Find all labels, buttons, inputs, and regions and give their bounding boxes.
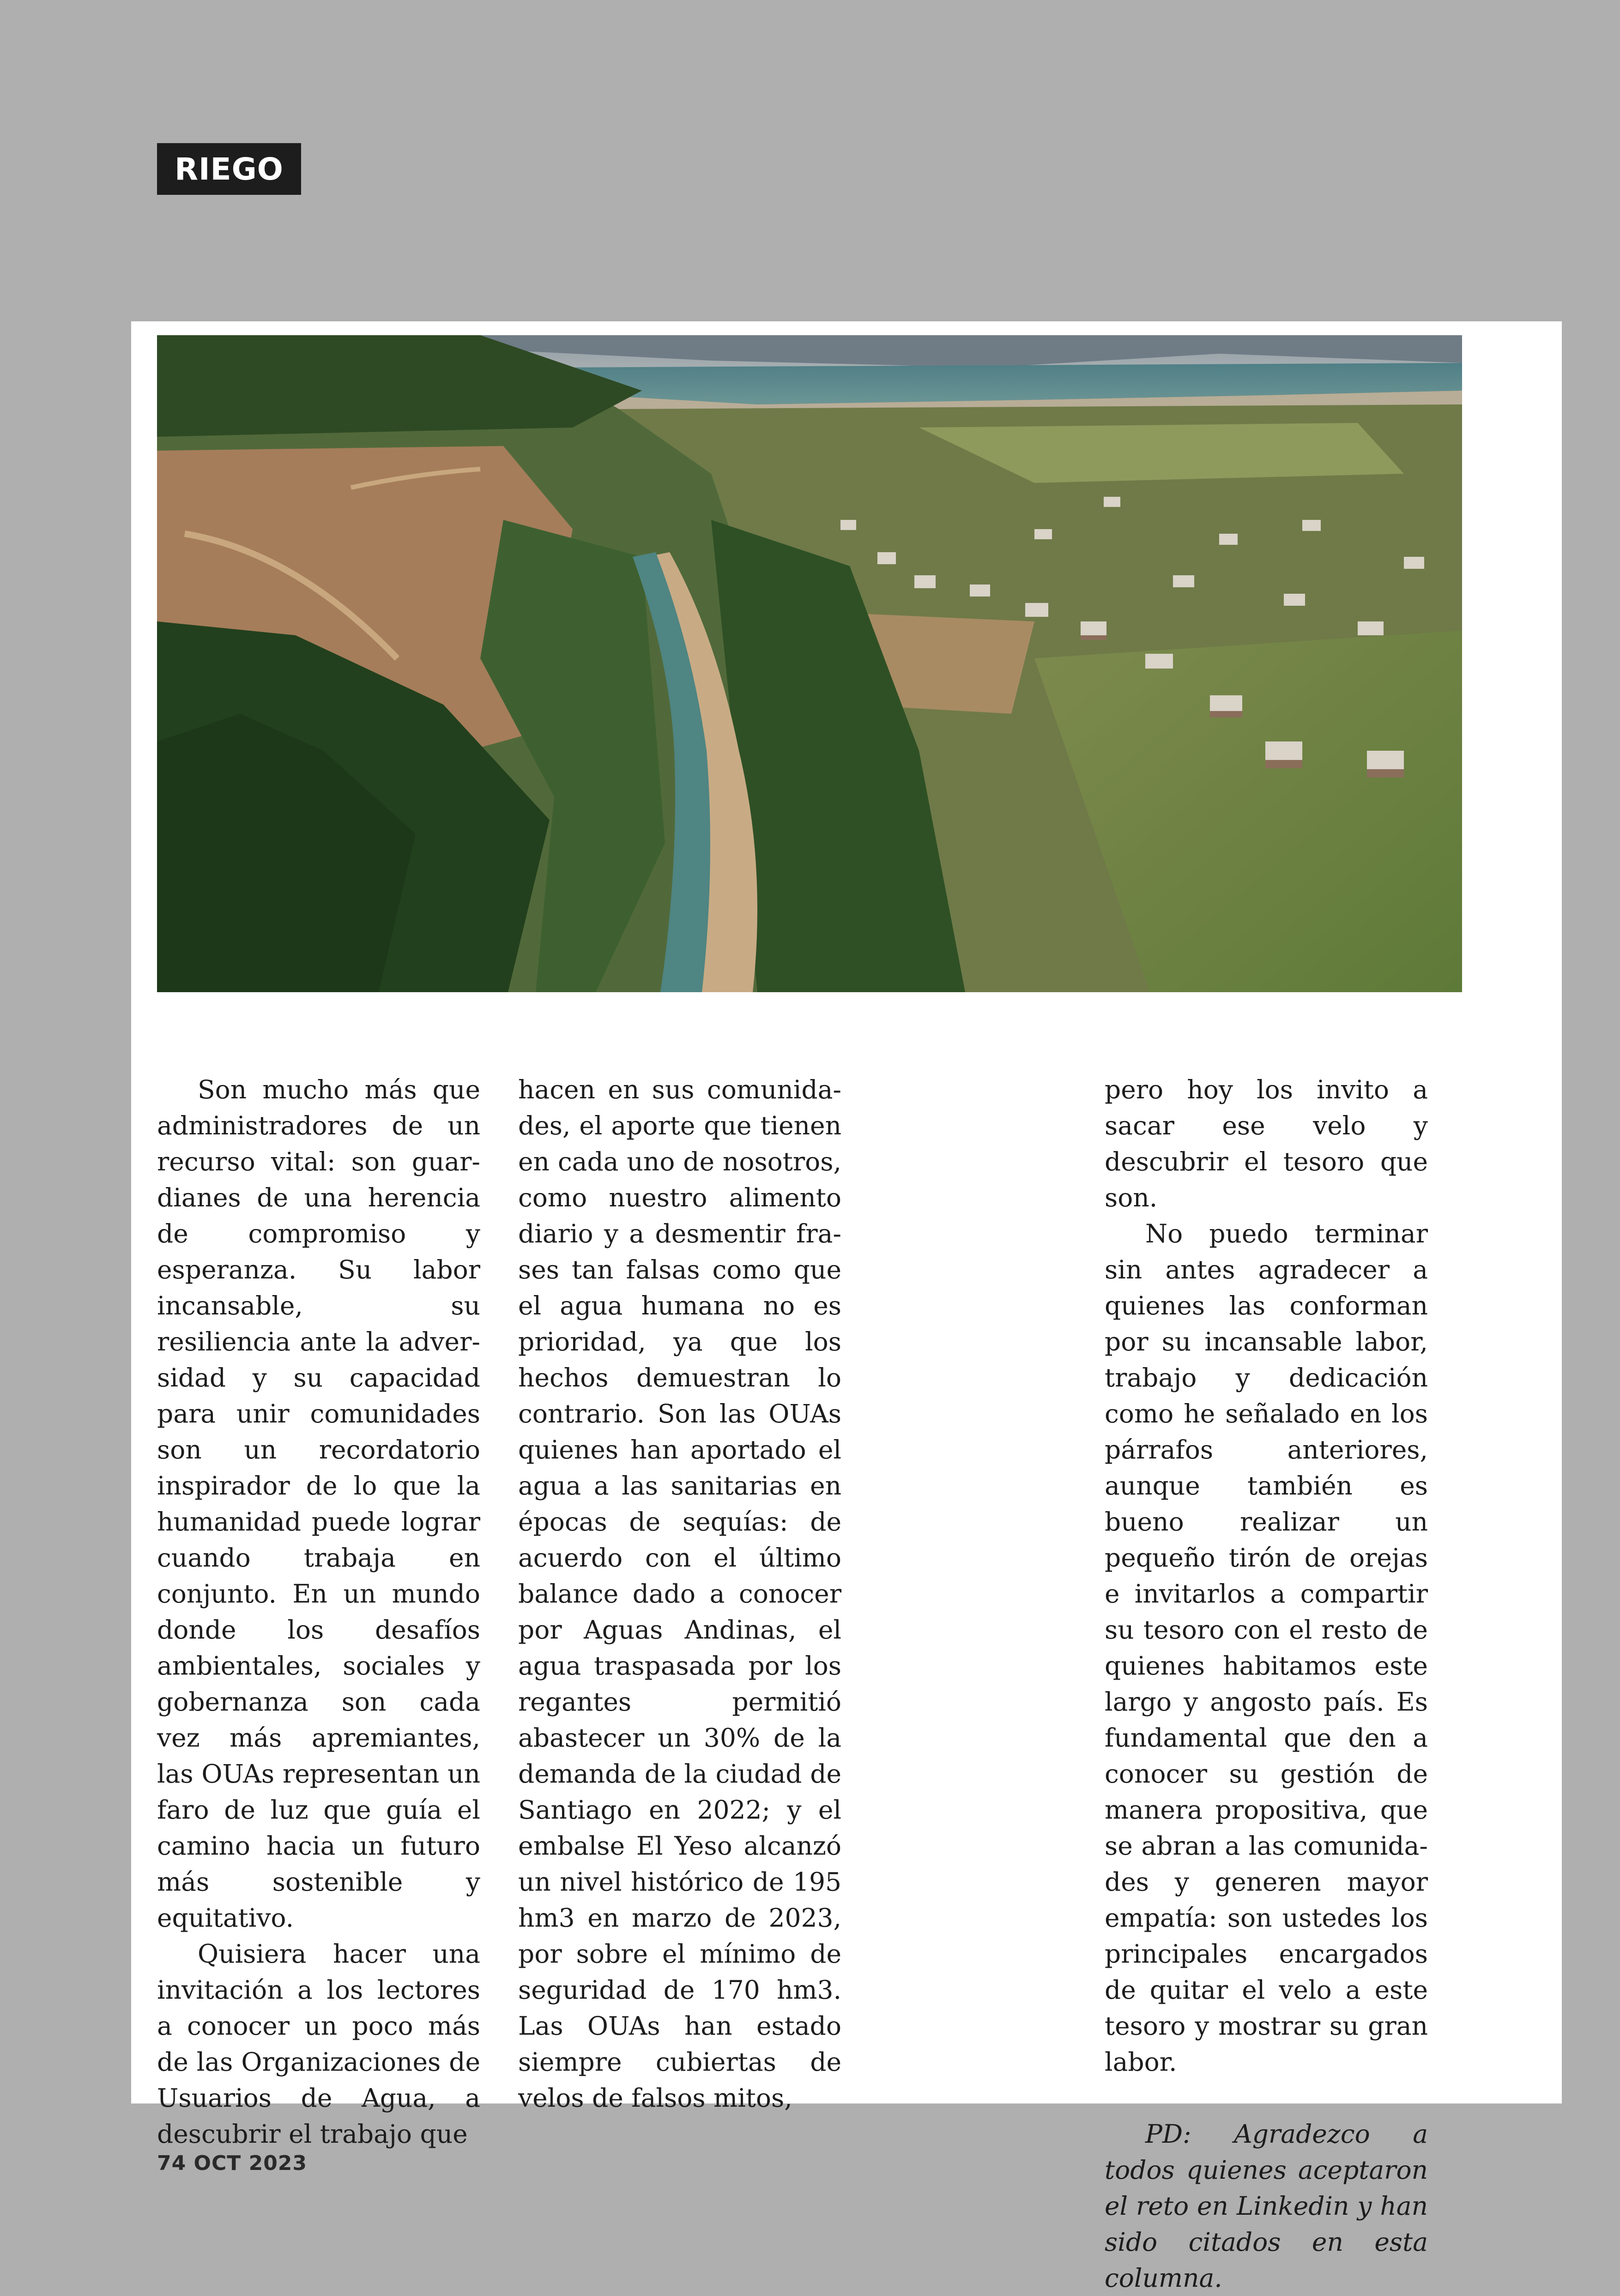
section-tag: RIEGO xyxy=(157,143,301,195)
article-paragraph: hacen en sus comunidades, el aporte que tienen en cada uno de nosotros, como nuestro alimento diario y a desmentir frases tan falsas como que el agua humana no es prioridad, ya que los hechos demuestran lo contrario. Son las OUAs quienes han aportado el agua a las sanitarias en épocas de sequías: de acuerdo con el último balance dado a conocer por Aguas Andinas, el agua traspasada por los regantes permitió abastecer un 30% de la demanda de la ciudad de Santiago en 2022; y el embalse El Yeso alcanzó un nivel histórico de 195 hm3 en marzo de 2023, por sobre el mínimo de seguridad de 170 hm3. Las OUAs han estado siempre cubiertas de velos de falsos mitos, xyxy=(518,1075,841,2113)
article-paragraph: No puedo terminar sin antes agradecer a quienes las conforman por su incansable labor, trabajo y dedicación como he señalado en los párrafos anteriores, aunque también es bueno realizar un pequeño tirón de orejas e invitarlos a compartir su tesoro con el resto de quienes habitamos este largo y angosto país. Es fundamental que den a conocer su gestión de manera propositiva, que se abran a las comunidades y generen mayor empatía: son ustedes los principales encargados de quitar el velo a este tesoro y mostrar su gran labor. xyxy=(1105,1219,1428,2077)
article-paragraph: pero hoy los invito a sacar ese velo y descubrir el tesoro que son. xyxy=(1105,1075,1428,1212)
article-column-2 xyxy=(518,1072,841,2116)
aerial-canal-image xyxy=(157,335,1462,992)
article-photo xyxy=(157,335,1462,992)
article-paragraph: Son mucho más que administradores de un recurso vital: son guardianes de una herencia de compromiso y esperanza. Su labor incansable, su resiliencia ante la adversidad y su capacidad para unir comunidades son un recordatorio inspirador de lo que la humanidad puede lograr cuando trabaja en conjunto. En un mundo donde los desafíos ambientales, sociales y gobernanza son cada vez más apremiantes, las OUAs representan un faro de luz que guía el camino hacia un futuro más sostenible y equitativo. xyxy=(157,1075,480,1933)
article-column-1 xyxy=(157,1072,480,2152)
page-folio: 74 OCT 2023 xyxy=(157,2151,308,2175)
postscript: PD: Agradezco a todos quienes aceptaron el reto en Linkedin y han sido citados en esta columna. xyxy=(1105,2119,1428,2293)
article-column-3 xyxy=(1105,1072,1428,2296)
article-paragraph: Quisiera hacer una invitación a los lectores a conocer un poco más de las Organizaciones de Usuarios de Agua, a descubrir el trabajo que xyxy=(157,1939,480,2149)
